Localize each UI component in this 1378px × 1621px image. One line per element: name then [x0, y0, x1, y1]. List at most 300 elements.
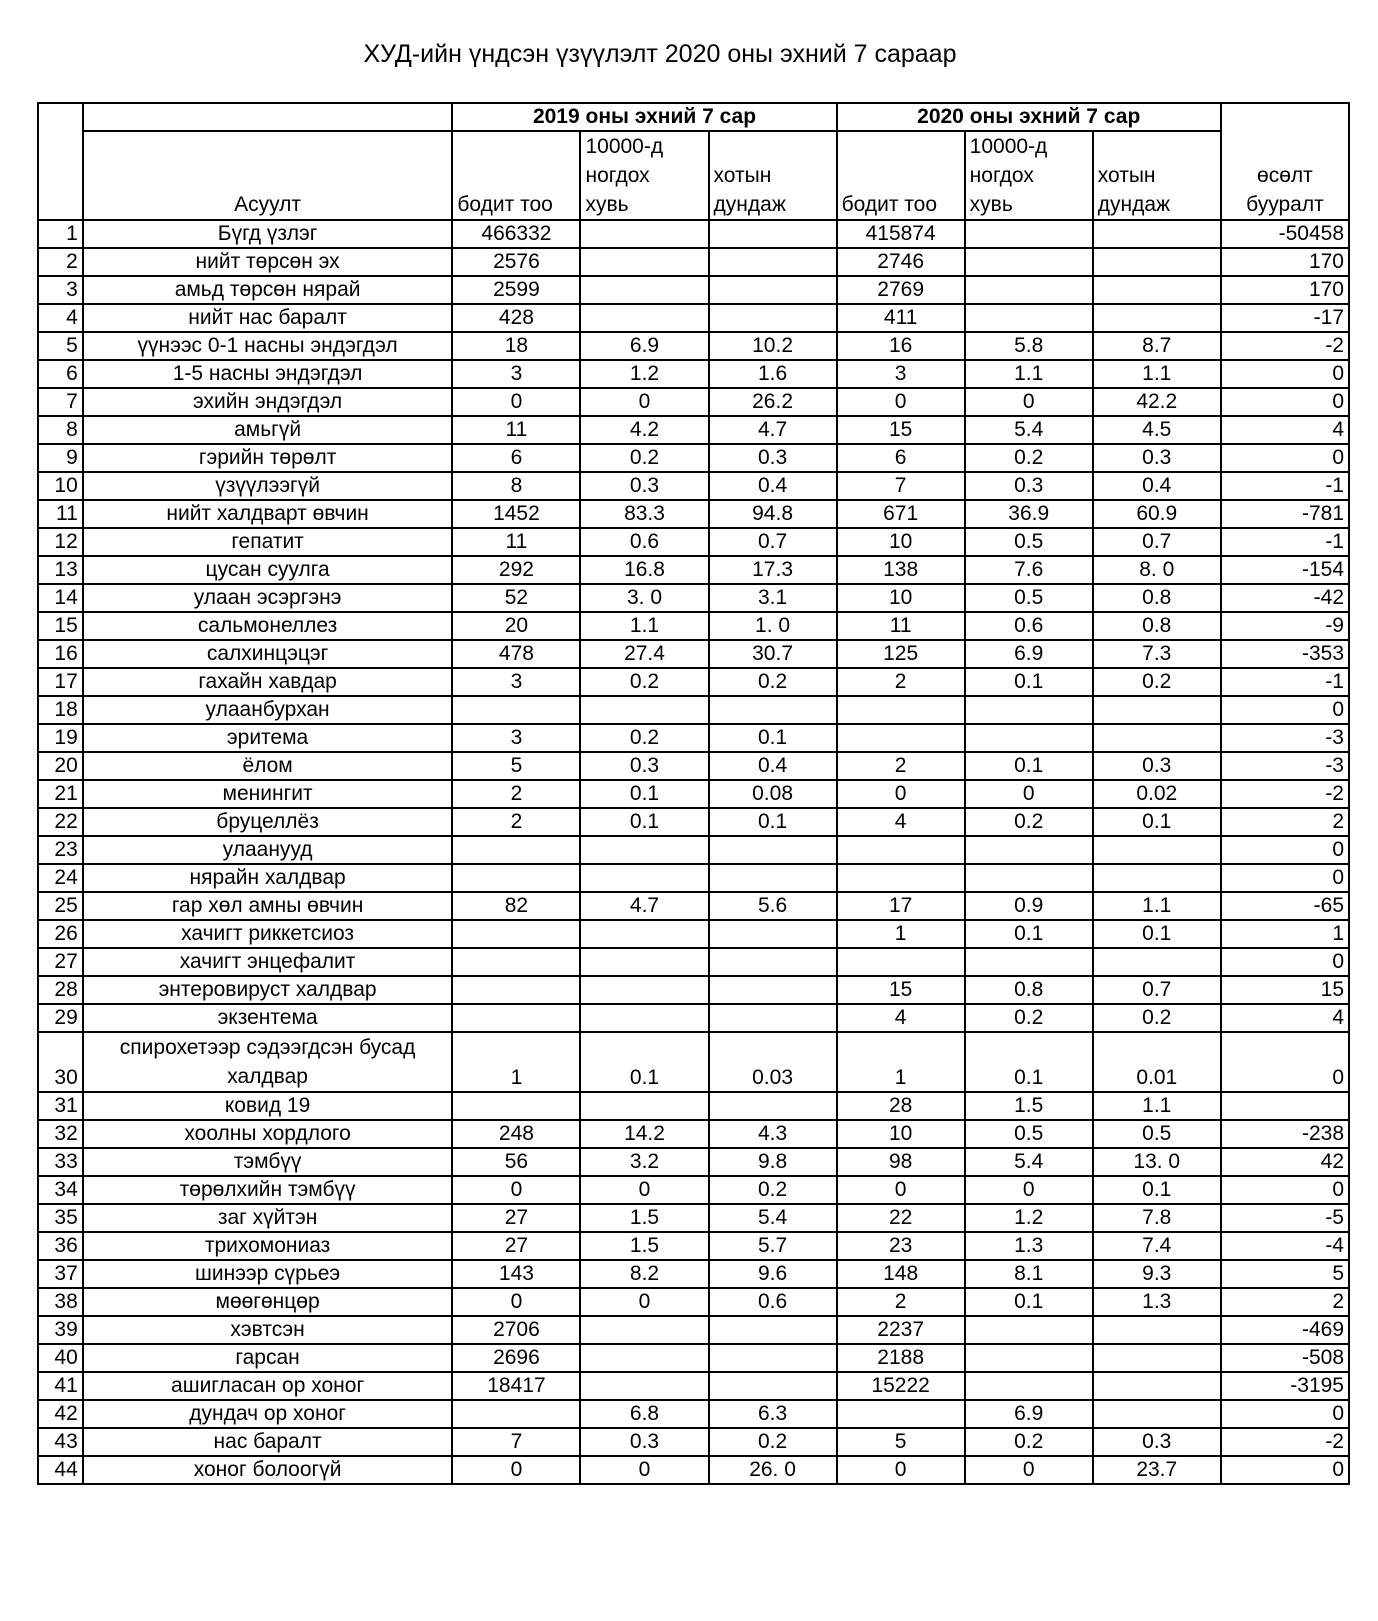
row-number: 11: [38, 500, 83, 528]
header-blank: [83, 103, 453, 131]
city-avg-2019: 5.4: [709, 1204, 837, 1232]
row-question: үзүүлээгүй: [83, 472, 453, 500]
city-avg-2019: 1. 0: [709, 612, 837, 640]
row-question: гарсан: [83, 1344, 453, 1372]
actual-2019: 11: [452, 416, 580, 444]
city-avg-2019: 26. 0: [709, 1456, 837, 1484]
city-avg-2020: [1093, 220, 1221, 248]
actual-2019: 2696: [452, 1344, 580, 1372]
table-row: [38, 948, 1349, 976]
city-avg-2019: 9.8: [709, 1148, 837, 1176]
growth: -17: [1221, 304, 1349, 332]
row-number: 24: [38, 864, 83, 892]
table-row: [38, 640, 1349, 668]
per10000-2020: 6.9: [965, 640, 1093, 668]
actual-2020: [837, 836, 965, 864]
city-avg-2020: [1093, 696, 1221, 724]
actual-2019: 27: [452, 1204, 580, 1232]
city-avg-2019: [709, 948, 837, 976]
growth: 42: [1221, 1148, 1349, 1176]
table-row: [38, 920, 1349, 948]
per10000-2020: [965, 220, 1093, 248]
table-row: [38, 1032, 1349, 1092]
city-avg-2020: 0.1: [1093, 808, 1221, 836]
table-row: [38, 612, 1349, 640]
actual-2019: 1452: [452, 500, 580, 528]
actual-2019: [452, 920, 580, 948]
per10000-2019: 0.1: [580, 1032, 708, 1092]
growth: -154: [1221, 556, 1349, 584]
row-question: трихомониаз: [83, 1232, 453, 1260]
header-actual-2020: бодит тоо: [837, 131, 965, 220]
row-number: 37: [38, 1260, 83, 1288]
per10000-2019: 14.2: [580, 1120, 708, 1148]
growth: 0: [1221, 836, 1349, 864]
row-number: 8: [38, 416, 83, 444]
city-avg-2019: 4.7: [709, 416, 837, 444]
city-avg-2019: [709, 920, 837, 948]
actual-2019: [452, 948, 580, 976]
per10000-2020: 0.2: [965, 1428, 1093, 1456]
header-per10000-2019: 10000-д ногдох хувь: [580, 131, 708, 220]
city-avg-2019: 0.2: [709, 1428, 837, 1456]
actual-2020: [837, 696, 965, 724]
table-row: [38, 808, 1349, 836]
per10000-2019: 0: [580, 1456, 708, 1484]
actual-2019: 478: [452, 640, 580, 668]
city-avg-2020: [1093, 1372, 1221, 1400]
city-avg-2020: 0.8: [1093, 612, 1221, 640]
per10000-2020: 5.4: [965, 416, 1093, 444]
per10000-2020: 0.5: [965, 584, 1093, 612]
header-year-2020: 2020 оны эхний 7 сар: [837, 103, 1221, 131]
row-number: 15: [38, 612, 83, 640]
city-avg-2020: [1093, 724, 1221, 752]
table-row: [38, 1372, 1349, 1400]
per10000-2019: 0.6: [580, 528, 708, 556]
row-number: 34: [38, 1176, 83, 1204]
row-question: амьд төрсөн нярай: [83, 276, 453, 304]
actual-2019: 0: [452, 1288, 580, 1316]
per10000-2020: 0.2: [965, 808, 1093, 836]
per10000-2020: 0: [965, 1456, 1093, 1484]
actual-2019: 0: [452, 1456, 580, 1484]
row-question: хачигт энцефалит: [83, 948, 453, 976]
per10000-2019: 0.3: [580, 752, 708, 780]
city-avg-2020: 0.7: [1093, 976, 1221, 1004]
per10000-2020: 0: [965, 388, 1093, 416]
growth: -2: [1221, 1428, 1349, 1456]
table-row: [38, 836, 1349, 864]
table-row: [38, 1260, 1349, 1288]
growth: 15: [1221, 976, 1349, 1004]
per10000-2019: [580, 1092, 708, 1120]
table-row: [38, 528, 1349, 556]
row-number: 39: [38, 1316, 83, 1344]
per10000-2020: [965, 1316, 1093, 1344]
city-avg-2020: [1093, 1344, 1221, 1372]
actual-2020: 15: [837, 416, 965, 444]
actual-2019: 292: [452, 556, 580, 584]
per10000-2020: 7.6: [965, 556, 1093, 584]
table-row: [38, 1176, 1349, 1204]
actual-2019: 18: [452, 332, 580, 360]
actual-2019: 3: [452, 360, 580, 388]
actual-2019: 143: [452, 1260, 580, 1288]
actual-2019: 27: [452, 1232, 580, 1260]
row-number: 18: [38, 696, 83, 724]
actual-2020: 16: [837, 332, 965, 360]
table-row: [38, 248, 1349, 276]
table-row: [38, 472, 1349, 500]
per10000-2019: 0.2: [580, 668, 708, 696]
actual-2020: 415874: [837, 220, 965, 248]
per10000-2019: 0.2: [580, 444, 708, 472]
city-avg-2020: 1.1: [1093, 892, 1221, 920]
per10000-2020: [965, 836, 1093, 864]
row-question: хачигт риккетсиоз: [83, 920, 453, 948]
per10000-2020: [965, 304, 1093, 332]
per10000-2019: [580, 976, 708, 1004]
row-number: 28: [38, 976, 83, 1004]
city-avg-2019: 9.6: [709, 1260, 837, 1288]
actual-2019: 466332: [452, 220, 580, 248]
actual-2019: 82: [452, 892, 580, 920]
row-question: үүнээс 0-1 насны эндэгдэл: [83, 332, 453, 360]
per10000-2019: 3.2: [580, 1148, 708, 1176]
row-question: заг хүйтэн: [83, 1204, 453, 1232]
city-avg-2019: 0.08: [709, 780, 837, 808]
growth: -50458: [1221, 220, 1349, 248]
city-avg-2020: [1093, 1400, 1221, 1428]
table-row: [38, 388, 1349, 416]
actual-2020: 2769: [837, 276, 965, 304]
actual-2019: 5: [452, 752, 580, 780]
row-question: гэрийн төрөлт: [83, 444, 453, 472]
table-row: [38, 1148, 1349, 1176]
row-question: нярайн халдвар: [83, 864, 453, 892]
header-year-2019: 2019 оны эхний 7 сар: [452, 103, 836, 131]
city-avg-2020: 1.3: [1093, 1288, 1221, 1316]
actual-2019: 2706: [452, 1316, 580, 1344]
actual-2019: 2576: [452, 248, 580, 276]
table-row: [38, 304, 1349, 332]
actual-2020: 0: [837, 1176, 965, 1204]
city-avg-2019: [709, 1344, 837, 1372]
city-avg-2020: 23.7: [1093, 1456, 1221, 1484]
row-question: гахайн хавдар: [83, 668, 453, 696]
growth: 2: [1221, 808, 1349, 836]
row-question: нийт халдварт өвчин: [83, 500, 453, 528]
growth: 0: [1221, 388, 1349, 416]
row-question: менингит: [83, 780, 453, 808]
header-growth: өсөлт бууралт: [1221, 103, 1349, 220]
table-row: [38, 1092, 1349, 1120]
stats-table: [37, 102, 1350, 1485]
actual-2020: 10: [837, 584, 965, 612]
row-number: 22: [38, 808, 83, 836]
row-question: хэвтсэн: [83, 1316, 453, 1344]
row-question: спирохетээр сэдээгдсэн бусад халдвар: [83, 1032, 453, 1092]
city-avg-2020: 9.3: [1093, 1260, 1221, 1288]
growth: -781: [1221, 500, 1349, 528]
per10000-2019: [580, 220, 708, 248]
row-number: 26: [38, 920, 83, 948]
growth: -3: [1221, 752, 1349, 780]
actual-2020: 2188: [837, 1344, 965, 1372]
city-avg-2019: 1.6: [709, 360, 837, 388]
city-avg-2019: 0.4: [709, 472, 837, 500]
per10000-2020: [965, 1344, 1093, 1372]
per10000-2020: 0.9: [965, 892, 1093, 920]
row-question: экзентема: [83, 1004, 453, 1032]
city-avg-2020: 0.7: [1093, 528, 1221, 556]
actual-2020: 2: [837, 668, 965, 696]
per10000-2019: 1.2: [580, 360, 708, 388]
table-row: [38, 1344, 1349, 1372]
table-row: [38, 360, 1349, 388]
per10000-2019: 0: [580, 388, 708, 416]
table-row: [38, 276, 1349, 304]
per10000-2020: 1.3: [965, 1232, 1093, 1260]
row-number: 9: [38, 444, 83, 472]
row-question: Бүгд үзлэг: [83, 220, 453, 248]
actual-2019: [452, 1092, 580, 1120]
growth: 4: [1221, 416, 1349, 444]
header-question: Асуулт: [83, 131, 453, 220]
actual-2020: 148: [837, 1260, 965, 1288]
table-row: [38, 500, 1349, 528]
actual-2019: 1: [452, 1032, 580, 1092]
city-avg-2019: 4.3: [709, 1120, 837, 1148]
row-number: 19: [38, 724, 83, 752]
header-city-avg-2020: хотын дундаж: [1093, 131, 1221, 220]
per10000-2019: [580, 1372, 708, 1400]
row-number: 29: [38, 1004, 83, 1032]
row-number: 16: [38, 640, 83, 668]
table-row: [38, 1288, 1349, 1316]
growth: -2: [1221, 780, 1349, 808]
city-avg-2020: 0.5: [1093, 1120, 1221, 1148]
actual-2020: 15222: [837, 1372, 965, 1400]
table-row: [38, 976, 1349, 1004]
city-avg-2019: [709, 696, 837, 724]
row-number: 13: [38, 556, 83, 584]
city-avg-2020: 60.9: [1093, 500, 1221, 528]
growth: -1: [1221, 668, 1349, 696]
growth: -238: [1221, 1120, 1349, 1148]
city-avg-2019: 30.7: [709, 640, 837, 668]
actual-2020: 2746: [837, 248, 965, 276]
row-number: 10: [38, 472, 83, 500]
growth: -42: [1221, 584, 1349, 612]
city-avg-2019: 0.6: [709, 1288, 837, 1316]
growth: 170: [1221, 248, 1349, 276]
per10000-2020: 6.9: [965, 1400, 1093, 1428]
actual-2020: [837, 864, 965, 892]
per10000-2020: 0.2: [965, 1004, 1093, 1032]
table-row: [38, 220, 1349, 248]
per10000-2020: 1.1: [965, 360, 1093, 388]
actual-2020: [837, 948, 965, 976]
growth: -65: [1221, 892, 1349, 920]
growth: -3: [1221, 724, 1349, 752]
actual-2019: [452, 696, 580, 724]
per10000-2020: 0.8: [965, 976, 1093, 1004]
per10000-2019: 1.5: [580, 1204, 708, 1232]
city-avg-2020: 0.01: [1093, 1032, 1221, 1092]
city-avg-2019: 0.2: [709, 668, 837, 696]
city-avg-2019: 5.6: [709, 892, 837, 920]
actual-2020: 10: [837, 528, 965, 556]
actual-2019: [452, 836, 580, 864]
per10000-2019: 27.4: [580, 640, 708, 668]
row-question: ёлом: [83, 752, 453, 780]
per10000-2020: [965, 948, 1093, 976]
row-number: 3: [38, 276, 83, 304]
city-avg-2019: 0.7: [709, 528, 837, 556]
row-question: улаанууд: [83, 836, 453, 864]
row-question: эритема: [83, 724, 453, 752]
city-avg-2020: 0.3: [1093, 1428, 1221, 1456]
actual-2019: 2: [452, 808, 580, 836]
row-question: нийт төрсөн эх: [83, 248, 453, 276]
table-row: [38, 1232, 1349, 1260]
per10000-2019: 4.7: [580, 892, 708, 920]
growth: 0: [1221, 444, 1349, 472]
city-avg-2020: 0.1: [1093, 920, 1221, 948]
city-avg-2019: [709, 1004, 837, 1032]
per10000-2019: 1.5: [580, 1232, 708, 1260]
actual-2019: 3: [452, 668, 580, 696]
growth: 0: [1221, 1032, 1349, 1092]
per10000-2020: 0.1: [965, 920, 1093, 948]
actual-2020: 4: [837, 808, 965, 836]
row-number: 14: [38, 584, 83, 612]
actual-2020: 6: [837, 444, 965, 472]
actual-2019: 7: [452, 1428, 580, 1456]
actual-2020: 3: [837, 360, 965, 388]
row-number: 7: [38, 388, 83, 416]
city-avg-2019: [709, 276, 837, 304]
per10000-2020: 0.5: [965, 528, 1093, 556]
row-question: эхийн эндэгдэл: [83, 388, 453, 416]
actual-2019: 2599: [452, 276, 580, 304]
city-avg-2019: 0.4: [709, 752, 837, 780]
city-avg-2019: [709, 864, 837, 892]
row-question: салхинцэцэг: [83, 640, 453, 668]
row-question: цусан суулга: [83, 556, 453, 584]
per10000-2020: 1.2: [965, 1204, 1093, 1232]
table-row: [38, 332, 1349, 360]
city-avg-2020: 1.1: [1093, 360, 1221, 388]
row-number: 4: [38, 304, 83, 332]
table-row: [38, 416, 1349, 444]
per10000-2020: 0.5: [965, 1120, 1093, 1148]
per10000-2020: 0.1: [965, 1032, 1093, 1092]
actual-2020: 7: [837, 472, 965, 500]
table-row: [38, 444, 1349, 472]
per10000-2020: 0: [965, 1176, 1093, 1204]
city-avg-2020: [1093, 248, 1221, 276]
table-row: [38, 584, 1349, 612]
actual-2020: 98: [837, 1148, 965, 1176]
city-avg-2020: 13. 0: [1093, 1148, 1221, 1176]
per10000-2019: 16.8: [580, 556, 708, 584]
row-question: амьгүй: [83, 416, 453, 444]
growth: 5: [1221, 1260, 1349, 1288]
row-number: 44: [38, 1456, 83, 1484]
actual-2019: 3: [452, 724, 580, 752]
actual-2020: [837, 724, 965, 752]
row-question: шинээр сүрьеэ: [83, 1260, 453, 1288]
growth: 0: [1221, 696, 1349, 724]
city-avg-2020: 0.4: [1093, 472, 1221, 500]
per10000-2019: 0: [580, 1176, 708, 1204]
row-question: улаан эсэргэнэ: [83, 584, 453, 612]
city-avg-2019: 0.3: [709, 444, 837, 472]
row-number: 41: [38, 1372, 83, 1400]
per10000-2019: 6.9: [580, 332, 708, 360]
per10000-2019: 0.1: [580, 780, 708, 808]
actual-2020: 11: [837, 612, 965, 640]
city-avg-2019: [709, 1316, 837, 1344]
actual-2019: 52: [452, 584, 580, 612]
growth: -1: [1221, 472, 1349, 500]
row-question: төрөлхийн тэмбүү: [83, 1176, 453, 1204]
city-avg-2020: 0.3: [1093, 444, 1221, 472]
actual-2019: [452, 1400, 580, 1428]
row-number: 31: [38, 1092, 83, 1120]
per10000-2019: 8.2: [580, 1260, 708, 1288]
city-avg-2019: 0.03: [709, 1032, 837, 1092]
city-avg-2019: 17.3: [709, 556, 837, 584]
growth: -353: [1221, 640, 1349, 668]
row-number: 36: [38, 1232, 83, 1260]
city-avg-2020: 0.1: [1093, 1176, 1221, 1204]
city-avg-2020: 0.2: [1093, 668, 1221, 696]
city-avg-2020: [1093, 836, 1221, 864]
actual-2020: 28: [837, 1092, 965, 1120]
table-row: [38, 892, 1349, 920]
growth: 0: [1221, 1400, 1349, 1428]
per10000-2019: 0.2: [580, 724, 708, 752]
actual-2020: 138: [837, 556, 965, 584]
city-avg-2019: [709, 248, 837, 276]
row-question: гар хөл амны өвчин: [83, 892, 453, 920]
growth: 0: [1221, 1456, 1349, 1484]
header-actual-2019: бодит тоо: [452, 131, 580, 220]
growth: -9: [1221, 612, 1349, 640]
per10000-2019: [580, 1316, 708, 1344]
per10000-2019: [580, 948, 708, 976]
city-avg-2020: 0.02: [1093, 780, 1221, 808]
row-question: сальмонеллез: [83, 612, 453, 640]
per10000-2019: 4.2: [580, 416, 708, 444]
city-avg-2020: [1093, 304, 1221, 332]
table-row: [38, 1204, 1349, 1232]
city-avg-2020: [1093, 276, 1221, 304]
actual-2019: 2: [452, 780, 580, 808]
actual-2020: 2: [837, 1288, 965, 1316]
city-avg-2020: 4.5: [1093, 416, 1221, 444]
per10000-2020: 0: [965, 780, 1093, 808]
actual-2019: 6: [452, 444, 580, 472]
city-avg-2019: [709, 1092, 837, 1120]
row-question: нийт нас баралт: [83, 304, 453, 332]
growth: -508: [1221, 1344, 1349, 1372]
city-avg-2020: [1093, 948, 1221, 976]
